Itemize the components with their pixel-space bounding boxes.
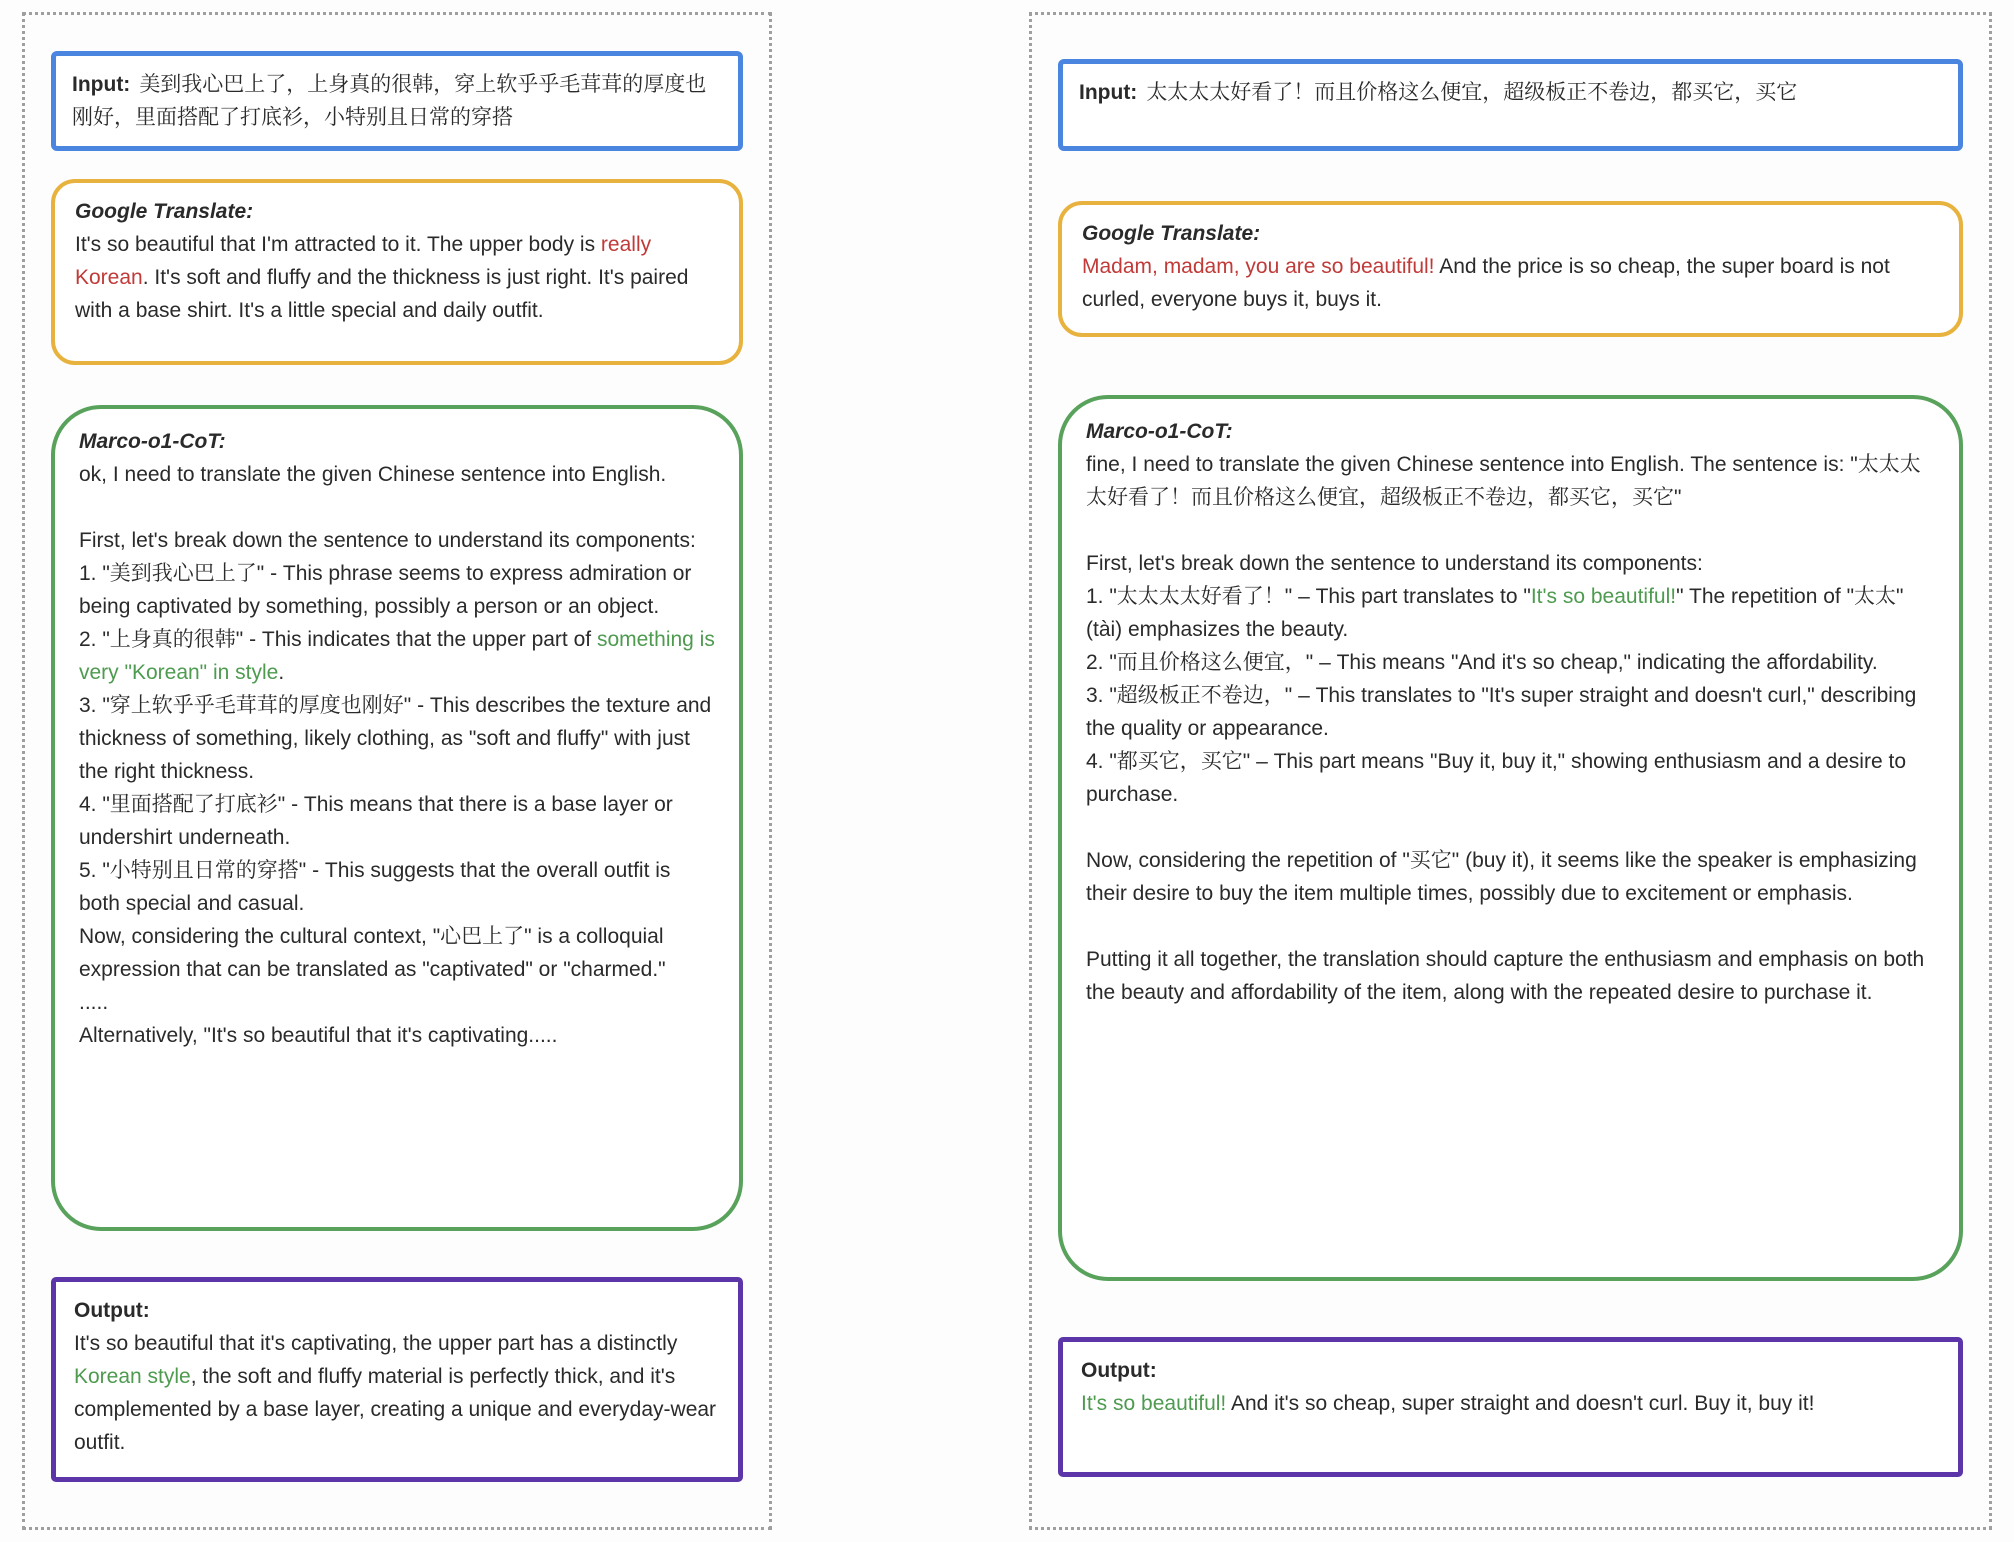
- text-segment: 1. "美到我心巴上了" - This phrase seems to express admiration or being captivated by something, possibly a person or an object.: [79, 562, 692, 618]
- cot-paragraph: [79, 920, 715, 986]
- google-translate-label: Google Translate:: [1082, 222, 1261, 245]
- text-segment: 太太太太好看了！而且价格这么便宜，超级板正不卷边，都买它，买它: [1146, 81, 1798, 104]
- text-segment: 2. "而且价格这么便宜，" – This means "And it's so cheap," indicating the affordability.: [1086, 651, 1878, 674]
- output-box: [51, 1277, 743, 1482]
- marco-o1-cot-text: [79, 458, 715, 1052]
- text-segment: " The repetition of "太太" (tài) emphasizes the beauty.: [1086, 585, 1904, 641]
- output-box: [1058, 1337, 1963, 1477]
- text-segment: Now, considering the repetition of "买它" (buy it), it seems like the speaker is emphasizing their desire to buy the item multiple times, possibly due to excitement or emphasis.: [1086, 849, 1917, 905]
- text-segment: Alternatively, "It's so beautiful that it's captivating.....: [79, 1024, 558, 1047]
- input-label: Input:: [72, 73, 131, 96]
- text-segment: 美到我心巴上了，上身真的很韩，穿上软乎乎毛茸茸的厚度也刚好，里面搭配了打底衫，小特别且日常的穿搭: [72, 73, 707, 129]
- text-segment: It's so beautiful that I'm attracted to it. The upper body is: [75, 233, 601, 256]
- input-label: Input:: [1079, 81, 1138, 104]
- red-text-segment: Madam, madam, you are so beautiful!: [1082, 255, 1435, 278]
- cot-paragraph: [1086, 679, 1935, 745]
- text-segment: fine, I need to translate the given Chinese sentence into English. The sentence is: "太太太太好看了！而且价格这么便宜，超级板正不卷边，都买它，买它": [1086, 453, 1921, 509]
- cot-paragraph: [79, 524, 715, 557]
- cot-paragraph: [1086, 811, 1935, 844]
- text-segment: First, let's break down the sentence to understand its components:: [1086, 552, 1703, 575]
- output-text: [74, 1327, 720, 1459]
- input-box: [1058, 59, 1963, 151]
- cot-paragraph: [79, 458, 715, 491]
- text-segment: ok, I need to translate the given Chinese sentence into English.: [79, 463, 667, 486]
- cot-paragraph: [79, 491, 715, 524]
- cot-paragraph: [1086, 745, 1935, 811]
- google-translate-text: [1082, 250, 1939, 316]
- text-segment: [1086, 915, 1092, 938]
- green-text-segment: Korean style: [74, 1365, 191, 1388]
- cot-paragraph: [79, 854, 715, 920]
- cot-paragraph: [1086, 580, 1935, 646]
- text-segment: .: [278, 661, 285, 684]
- text-segment: 4. "里面搭配了打底衫" - This means that there is a base layer or undershirt underneath.: [79, 793, 673, 849]
- cot-paragraph: [1086, 844, 1935, 910]
- example-panel-left: [22, 12, 772, 1530]
- text-segment: 2. "上身真的很韩" - This indicates that the upper part of: [79, 628, 597, 651]
- cot-paragraph: [1086, 910, 1935, 943]
- marco-o1-cot-text: [1086, 448, 1935, 1009]
- marco-o1-cot-box: [51, 405, 743, 1231]
- cot-paragraph: [1086, 514, 1935, 547]
- text-segment: 5. "小特别且日常的穿搭" - This suggests that the overall outfit is both special and casual.: [79, 859, 671, 915]
- cot-paragraph: [1086, 646, 1935, 679]
- cot-paragraph: [79, 623, 715, 689]
- text-segment: , the soft and fluffy material is perfectly thick, and it's complemented by a base layer, creating a unique and everyday-wear outfit.: [74, 1365, 717, 1454]
- google-translate-box: [1058, 201, 1963, 337]
- marco-o1-cot-label: Marco-o1-CoT:: [79, 430, 226, 453]
- output-label: Output:: [1081, 1359, 1157, 1382]
- red-text-segment: really Korean: [75, 233, 652, 289]
- input-text: [1146, 81, 1797, 104]
- text-segment: [1086, 519, 1092, 542]
- text-segment: It's so beautiful that it's captivating, the upper part has a distinctly: [74, 1332, 678, 1355]
- example-panel-right: [1029, 12, 1992, 1530]
- text-segment: [1086, 816, 1092, 839]
- text-segment: . It's soft and fluffy and the thickness is just right. It's paired with a base shirt. It's a little special and daily outfit.: [75, 266, 689, 322]
- marco-o1-cot-box: [1058, 395, 1963, 1281]
- cot-paragraph: [1086, 943, 1935, 1009]
- cot-paragraph: [1086, 448, 1935, 514]
- text-segment: 4. "都买它，买它" – This part means "Buy it, buy it," showing enthusiasm and a desire to purchase.: [1086, 750, 1906, 806]
- google-translate-text: [75, 228, 719, 327]
- text-segment: And the price is so cheap, the super board is not curled, everyone buys it, buys it.: [1082, 255, 1890, 311]
- input-text: [72, 73, 706, 129]
- output-text: [1081, 1387, 1940, 1420]
- text-segment: .....: [79, 991, 109, 1014]
- green-text-segment: It's so beautiful!: [1081, 1392, 1227, 1415]
- green-text-segment: It's so beautiful!: [1530, 585, 1677, 608]
- text-segment: 1. "太太太太好看了！" – This part translates to ": [1086, 585, 1531, 608]
- green-text-segment: something is very "Korean" in style: [79, 628, 715, 684]
- cot-paragraph: [79, 689, 715, 788]
- cot-paragraph: [79, 986, 715, 1019]
- text-segment: And it's so cheap, super straight and doesn't curl. Buy it, buy it!: [1226, 1392, 1815, 1415]
- google-translate-box: [51, 179, 743, 365]
- google-translate-label: Google Translate:: [75, 200, 254, 223]
- text-segment: 3. "穿上软乎乎毛茸茸的厚度也刚好" - This describes the texture and thickness of something, likely clothing, as "soft and fluffy" with just the right thickness.: [79, 694, 712, 783]
- cot-paragraph: [1086, 547, 1935, 580]
- output-label: Output:: [74, 1299, 150, 1322]
- text-segment: Now, considering the cultural context, "心巴上了" is a colloquial expression that can be translated as "captivated" or "charmed.": [79, 925, 666, 981]
- text-segment: Putting it all together, the translation should capture the enthusiasm and emphasis on both the beauty and affordability of the item, along with the repeated desire to purchase it.: [1086, 948, 1925, 1004]
- cot-paragraph: [79, 788, 715, 854]
- cot-paragraph: [79, 1019, 715, 1052]
- text-segment: 3. "超级板正不卷边，" – This translates to "It's super straight and doesn't curl," describing the quality or appearance.: [1086, 684, 1917, 740]
- marco-o1-cot-label: Marco-o1-CoT:: [1086, 420, 1233, 443]
- text-segment: [79, 496, 85, 519]
- input-box: [51, 51, 743, 151]
- cot-paragraph: [79, 557, 715, 623]
- text-segment: First, let's break down the sentence to understand its components:: [79, 529, 696, 552]
